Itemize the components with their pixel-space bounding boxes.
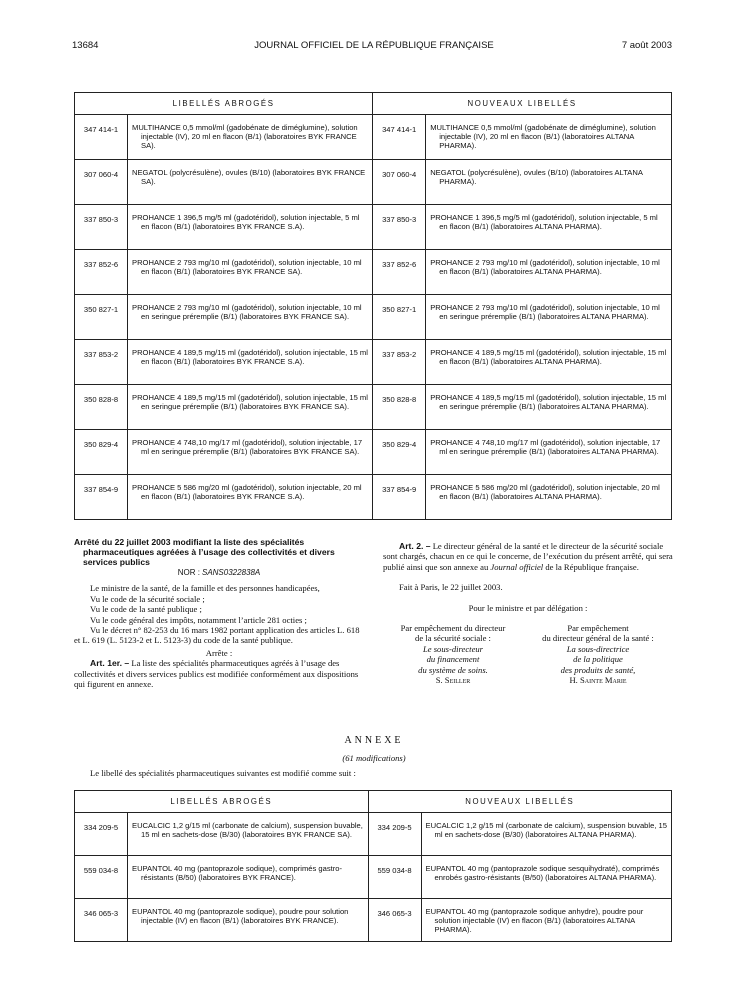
cell-text: EUCALCIC 1,2 g/15 ml (carbonate de calcium), suspension buvable, 15 ml en sachets-dose (B/30) (laboratoires ALTANA PHARMA). <box>425 821 667 840</box>
cell-text: EUCALCIC 1,2 g/15 ml (carbonate de calcium), suspension buvable, 15 ml en sachets-dose (B/30) (laboratoires BYK FRANCE SA). <box>132 821 363 840</box>
old-text-cell <box>128 475 373 520</box>
old-text-cell <box>128 160 373 205</box>
sig-right-line-1: Par empêchement <box>567 623 629 634</box>
old-text-cell <box>128 250 373 295</box>
old-text-cell <box>128 115 373 160</box>
annexe-intro: Le libellé des spécialités pharmaceutiques suivantes est modifié comme suit : <box>90 768 356 778</box>
sig-right-line-5: des produits de santé, <box>560 664 636 675</box>
cell-text: PROHANCE 4 748,10 mg/17 ml (gadotéridol), solution injectable, 17 ml en seringue préremplie (B/1) (laboratoires BYK FRANCE SA). <box>132 438 363 457</box>
cell-text: MULTIHANCE 0,5 mmol/ml (gadobénate de diméglumine), solution injectable (IV), 20 ml en flacon (B/1) (laboratoires BYK FRANCE SA). <box>132 123 358 151</box>
table-1-body <box>75 115 672 520</box>
new-code-cell: 350 828-8 <box>373 385 426 430</box>
sig-left-line-1: Par empêchement du directeur <box>400 623 506 634</box>
visa-3: Vu le code général des impôts, notamment l’article 281 octies ; <box>90 614 307 625</box>
cell-text: MULTIHANCE 0,5 mmol/ml (gadobénate de diméglumine), solution injectable (IV), 20 ml en flacon (B/1) (laboratoires ALTANA PHARMA). <box>430 123 656 151</box>
table-2-body <box>75 813 672 942</box>
new-text-cell <box>421 899 671 942</box>
sig-left-line-4: du financement <box>426 654 480 665</box>
old-text-cell <box>128 295 373 340</box>
visa-1: Vu le code de la sécurité sociale ; <box>90 593 205 604</box>
table-row <box>75 115 672 160</box>
article-2-text-b: de la République française. <box>545 561 639 572</box>
cell-text: EUPANTOL 40 mg (pantoprazole sodique), comprimés gastro-résistants (B/50) (laboratoires BYK FRANCE). <box>132 864 343 883</box>
new-code-cell: 334 209-5 <box>368 813 421 856</box>
new-code-cell: 337 854-9 <box>373 475 426 520</box>
new-text-cell <box>426 115 672 160</box>
table-row <box>75 295 672 340</box>
header-nouveaux-libelles: NOUVEAUX LIBELLÉS <box>373 93 672 115</box>
old-code-cell: 350 828-8 <box>75 385 128 430</box>
sig-left-line-5: du système de soins. <box>418 664 488 675</box>
table-row <box>75 899 672 942</box>
annexe-title: ANNEXE <box>344 735 404 746</box>
header-libelles-abroges: LIBELLÉS ABROGÉS <box>75 791 369 813</box>
visa-4: Vu le décret n° 82-253 du 16 mars 1982 portant application des articles L. 618 et L. 619 (L. 5123-2 et L. 5123-3) du code de la santé publique. <box>74 625 360 646</box>
table-row <box>75 250 672 295</box>
new-code-cell: 350 827-1 <box>373 295 426 340</box>
new-code-cell: 337 853-2 <box>373 340 426 385</box>
new-text-cell <box>426 250 672 295</box>
pour-le-ministre: Pour le ministre et par délégation : <box>468 602 588 613</box>
sig-left-line-3: Le sous-directeur <box>422 643 484 654</box>
old-code-cell: 350 829-4 <box>75 430 128 475</box>
cell-text: PROHANCE 2 793 mg/10 ml (gadotéridol), solution injectable, 10 ml en seringue préremplie (B/1) (laboratoires BYK FRANCE SA). <box>132 303 362 322</box>
cell-text: PROHANCE 5 586 mg/20 ml (gadotéridol), solution injectable, 20 ml en flacon (B/1) (laboratoires BYK FRANCE S.A). <box>132 483 362 502</box>
cell-text: PROHANCE 2 793 mg/10 ml (gadotéridol), solution injectable, 10 ml en flacon (B/1) (laboratoires BYK FRANCE SA). <box>132 258 362 277</box>
old-code-cell: 334 209-5 <box>75 813 128 856</box>
old-text-cell <box>128 899 369 942</box>
article-2-label: Art. 2. – <box>399 541 431 551</box>
nor-code: SANS0322838A <box>201 568 261 577</box>
cell-text: PROHANCE 4 189,5 mg/15 ml (gadotéridol), solution injectable, 15 ml en seringue préremplie (B/1) (laboratoires BYK FRANCE SA). <box>132 393 368 412</box>
table-row <box>75 385 672 430</box>
article-2 <box>383 541 673 572</box>
new-text-cell <box>421 856 671 899</box>
table-row <box>75 430 672 475</box>
cell-text: PROHANCE 5 586 mg/20 ml (gadotéridol), solution injectable, 20 ml en flacon (B/1) (laboratoires ALTANA PHARMA). <box>430 483 660 502</box>
cell-text: NEGATOL (polycrésulène), ovules (B/10) (laboratoires ALTANA PHARMA). <box>430 168 643 187</box>
new-code-cell: 307 060-4 <box>373 160 426 205</box>
annexe-subtitle: (61 modifications) <box>342 753 406 763</box>
article-1 <box>74 658 364 689</box>
arrete-title: Arrêté du 22 juillet 2003 modifiant la liste des spécialités pharmaceutiques agréées à l’usage des collectivités et divers services publics <box>74 537 335 567</box>
new-text-cell <box>426 385 672 430</box>
new-text-cell <box>426 340 672 385</box>
old-code-cell: 559 034-8 <box>75 856 128 899</box>
sig-left-name: S. Seiller <box>435 675 471 686</box>
article-1-text: La liste des spécialités pharmaceutiques agréés à l’usage des collectivités et divers services publics est modifiée conformément aux dispositions qui figurent en annexe. <box>74 658 359 690</box>
old-text-cell <box>128 205 373 250</box>
cell-text: EUPANTOL 40 mg (pantoprazole sodique), poudre pour solution injectable (IV) en flacon (B/1) (laboratoires BYK FRANCE). <box>132 907 349 926</box>
table-row <box>75 340 672 385</box>
cell-text: PROHANCE 1 396,5 mg/5 ml (gadotéridol), solution injectable, 5 ml en flacon (B/1) (laboratoires ALTANA PHARMA). <box>430 213 658 232</box>
new-code-cell: 347 414-1 <box>373 115 426 160</box>
cell-text: PROHANCE 4 189,5 mg/15 ml (gadotéridol), solution injectable, 15 ml en flacon (B/1) (laboratoires BYK FRANCE S.A). <box>132 348 368 367</box>
old-code-cell: 337 854-9 <box>75 475 128 520</box>
old-text-cell <box>128 340 373 385</box>
signature-block <box>383 623 673 685</box>
new-text-cell <box>426 160 672 205</box>
old-code-cell: 350 827-1 <box>75 295 128 340</box>
cell-text: PROHANCE 1 396,5 mg/5 ml (gadotéridol), solution injectable, 5 ml en flacon (B/1) (laboratoires BYK FRANCE S.A). <box>132 213 360 232</box>
signature-left <box>383 623 523 685</box>
cell-text: EUPANTOL 40 mg (pantoprazole sodique sesquihydraté), comprimés enrobés gastro-résistants (B/50) (laboratoires ALTANA PHARMA). <box>425 864 660 883</box>
new-code-cell: 337 852-6 <box>373 250 426 295</box>
new-text-cell <box>426 205 672 250</box>
article-2-text-a: Le directeur général de la santé et le directeur de la sécurité sociale sont chargés, chacun en ce qui le concerne, de l’exécution du présent arrêté, qui sera publié ainsi que son annexe au <box>383 541 673 572</box>
cell-text: PROHANCE 4 748,10 mg/17 ml (gadotéridol), solution injectable, 17 ml en seringue préremplie (B/1) (laboratoires ALTANA PHARMA). <box>430 438 661 457</box>
journal-title: JOURNAL OFFICIEL DE LA RÉPUBLIQUE FRANÇAISE <box>254 40 494 51</box>
issue-date: 7 août 2003 <box>621 40 672 51</box>
new-text-cell <box>421 813 671 856</box>
old-text-cell <box>128 856 369 899</box>
table-row <box>75 160 672 205</box>
old-text-cell <box>128 430 373 475</box>
old-code-cell: 337 853-2 <box>75 340 128 385</box>
old-code-cell: 346 065-3 <box>75 899 128 942</box>
cell-text: PROHANCE 4 189,5 mg/15 ml (gadotéridol), solution injectable, 15 ml en flacon (B/1) (laboratoires ALTANA PHARMA). <box>430 348 667 367</box>
sig-right-name: H. Sainte Marie <box>569 675 627 686</box>
libelles-table-2 <box>74 790 672 942</box>
old-code-cell: 347 414-1 <box>75 115 128 160</box>
cell-text: PROHANCE 4 189,5 mg/15 ml (gadotéridol), solution injectable, 15 ml en seringue préremplie (B/1) (laboratoires ALTANA PHARMA). <box>430 393 667 412</box>
new-code-cell: 346 065-3 <box>368 899 421 942</box>
old-code-cell: 337 850-3 <box>75 205 128 250</box>
table-row <box>75 475 672 520</box>
page-number: 13684 <box>72 40 99 51</box>
cell-text: EUPANTOL 40 mg (pantoprazole sodique anhydre), poudre pour solution injectable (IV) en flacon (B/1) (laboratoires ALTANA PHARMA). <box>425 907 644 935</box>
new-text-cell <box>426 475 672 520</box>
header-nouveaux-libelles: NOUVEAUX LIBELLÉS <box>368 791 671 813</box>
table-row <box>75 205 672 250</box>
sig-right-line-4: de la politique <box>573 654 623 665</box>
arrete-right-column <box>383 541 673 685</box>
cell-text: NEGATOL (polycrésulène), ovules (B/10) (laboratoires BYK FRANCE SA). <box>132 168 366 187</box>
new-code-cell: 559 034-8 <box>368 856 421 899</box>
new-code-cell: 350 829-4 <box>373 430 426 475</box>
cell-text: PROHANCE 2 793 mg/10 ml (gadotéridol), solution injectable, 10 ml en flacon (B/1) (laboratoires ALTANA PHARMA). <box>430 258 660 277</box>
journal-officiel-ref: Journal officiel <box>490 561 544 572</box>
fait-a-paris: Fait à Paris, le 22 juillet 2003. <box>399 582 503 593</box>
nor-label: NOR : <box>177 568 200 577</box>
table-row <box>75 813 672 856</box>
old-text-cell <box>128 813 369 856</box>
table-row <box>75 856 672 899</box>
new-text-cell <box>426 295 672 340</box>
new-code-cell: 337 850-3 <box>373 205 426 250</box>
header-libelles-abroges: LIBELLÉS ABROGÉS <box>75 93 373 115</box>
old-code-cell: 307 060-4 <box>75 160 128 205</box>
sig-left-line-2: de la sécurité sociale : <box>415 633 491 644</box>
minister-intro: Le ministre de la santé, de la famille et des personnes handicapées, <box>90 583 320 594</box>
cell-text: PROHANCE 2 793 mg/10 ml (gadotéridol), solution injectable, 10 ml en seringue préremplie (B/1) (laboratoires ALTANA PHARMA). <box>430 303 660 322</box>
new-text-cell <box>426 430 672 475</box>
nor-line <box>74 568 364 578</box>
arrete-left-column <box>74 537 364 689</box>
signature-right <box>523 623 673 685</box>
article-1-label: Art. 1er. – <box>90 658 130 669</box>
sig-right-line-3: La sous-directrice <box>566 643 630 654</box>
arrete-word: Arrête : <box>205 647 233 658</box>
old-text-cell <box>128 385 373 430</box>
old-code-cell: 337 852-6 <box>75 250 128 295</box>
libelles-table-1 <box>74 92 672 520</box>
visa-2: Vu le code de la santé publique ; <box>90 604 202 615</box>
sig-right-line-2: du directeur général de la santé : <box>542 633 654 644</box>
